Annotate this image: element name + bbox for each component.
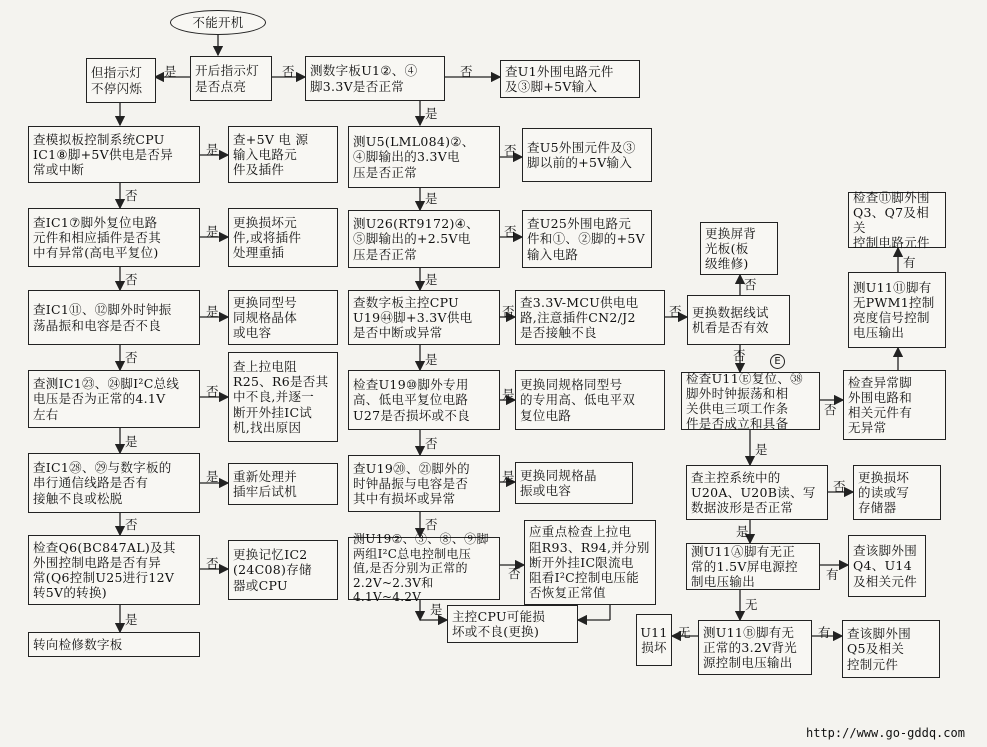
node-replace-eeprom: 更换记忆IC2 (24C08)存储 器或CPU bbox=[228, 540, 338, 600]
node-replace-crystal2: 更换同规格晶 振或电容 bbox=[515, 462, 633, 504]
edge-label-no: 否 bbox=[833, 479, 846, 494]
edge-label-no: 否 bbox=[125, 188, 138, 203]
edge-label-no: 否 bbox=[206, 556, 219, 571]
edge-label-no: 否 bbox=[282, 64, 295, 79]
node-replace-reset-ic: 更换同规格同型号 的专用高、低电平双 复位电路 bbox=[515, 370, 665, 430]
edge-label-yes: 是 bbox=[425, 191, 438, 206]
node-u11-32v: 测U11Ⓑ脚有无 正常的3.2V背光 源控制电压输出 bbox=[698, 620, 812, 675]
node-u5-periph: 查U5外围元件及③ 脚以前的+5V输入 bbox=[522, 128, 652, 182]
node-pullup-r93: 应重点检查上拉电 阻R93、R94,并分别 断开外挂IC限流电 阻看I²C控制电压能 否恢复正常值 bbox=[524, 520, 656, 605]
node-ic1-serial: 查IC1㉘、㉙与数字板的 串行通信线路是否有 接触不良或松脱 bbox=[28, 453, 200, 513]
node-check-5v-src: 查+5V 电 源 输入电路元 件及插件 bbox=[228, 126, 338, 183]
node-lamp-flash: 但指示灯 不停闪烁 bbox=[86, 58, 156, 103]
edge-label-yes: 是 bbox=[755, 442, 768, 457]
node-u5-3v: 测U5(LML084)②、 ④脚输出的3.3V电 压是否正常 bbox=[348, 126, 500, 188]
edge-label-no: 否 bbox=[504, 143, 517, 158]
edge-label-no: 否 bbox=[425, 517, 438, 532]
node-u19-i2c: 测U19②、③、⑧、⑨脚 两组I²C总电控制电压 值,是否分别为正常的 2.2V~2.3V和4.1V~4.2V bbox=[348, 537, 500, 600]
edge-label-yes: 是 bbox=[502, 469, 515, 484]
edge-label-yes: 是 bbox=[736, 524, 749, 539]
node-u19-33v: 查数字板主控CPU U19㊹脚+3.3V供电 是否中断或异常 bbox=[348, 290, 500, 345]
node-main-cpu-bad: 主控CPU可能损 坏或不良(更换) bbox=[447, 605, 578, 643]
edge-label-yes: 是 bbox=[206, 142, 219, 157]
node-reinsert-plug: 重新处理并 插牢后试机 bbox=[228, 463, 338, 505]
node-cpu-5v: 查模拟板控制系统CPU IC1⑧脚+5V供电是否异 常或中断 bbox=[28, 126, 200, 183]
edge-label-no: 否 bbox=[502, 304, 515, 319]
node-replace-storage: 更换损坏 的读或写 存储器 bbox=[853, 465, 941, 520]
node-u19-reset: 检查U19⑩脚外专用 高、低电平复位电路 U27是否损坏或不良 bbox=[348, 370, 500, 430]
edge-label-yes: 是 bbox=[425, 272, 438, 287]
edge-label-no: 否 bbox=[744, 277, 757, 292]
edge-label-no: 否 bbox=[508, 566, 521, 581]
edge-label-no: 否 bbox=[733, 348, 746, 363]
edge-label-yes: 是 bbox=[502, 387, 515, 402]
node-u11-check: 检查U11Ⓔ复位、㊳ 脚外时钟振荡和相 关供电三项工作条 件是否成立和具备 bbox=[681, 372, 820, 430]
node-mcu-rw: 查主控系统中的 U20A、U20B读、写 数据波形是否正常 bbox=[686, 465, 828, 520]
edge-label-no: 否 bbox=[824, 402, 837, 417]
node-q6-check: 检查Q6(BC847AL)及其 外围控制电路是否有异 常(Q6控制U25进行12V 转5V的转换) bbox=[28, 535, 200, 605]
node-u11-pwm1: 测U11⑪脚有 无PWM1控制 亮度信号控制 电压输出 bbox=[848, 272, 946, 348]
node-lamp-on: 开后指示灯 是否点亮 bbox=[190, 56, 272, 101]
edge-label-yes: 是 bbox=[206, 469, 219, 484]
node-u11-q3q7: 检查⑪脚外围 Q3、Q7及相关 控制电路元件 bbox=[848, 192, 946, 248]
node-u26-25v: 测U26(RT9172)④、 ⑤脚输出的+2.5V电 压是否正常 bbox=[348, 210, 500, 268]
node-u1-periph: 查U1外围电路元件 及③脚+5V输入 bbox=[500, 60, 640, 98]
node-ic1-reset: 查IC1⑦脚外复位电路 元件和相应插件是否其 中有异常(高电平复位) bbox=[28, 208, 200, 267]
edge-label-yes: 是 bbox=[206, 304, 219, 319]
edge-label-no: 否 bbox=[125, 517, 138, 532]
edge-label-no: 否 bbox=[125, 350, 138, 365]
node-replace-bad: 更换损坏元 件,或将插件 处理重插 bbox=[228, 208, 338, 267]
edge-label-yes: 是 bbox=[164, 64, 177, 79]
edge-label-none: 无 bbox=[678, 625, 691, 640]
node-check-periph-abn: 检查异常脚 外围电路和 相关元件有 无异常 bbox=[843, 370, 946, 440]
footer-url: http://www.go-gddq.com bbox=[806, 726, 965, 740]
marker-e1: E bbox=[770, 354, 785, 369]
node-u11-bad: U11 损坏 bbox=[636, 614, 672, 666]
edge-label-yes: 是 bbox=[430, 602, 443, 617]
edge-label-has: 有 bbox=[826, 567, 839, 582]
node-to-digital: 转向检修数字板 bbox=[28, 632, 200, 657]
node-pullup-r25: 查上拉电阻 R25、R6是否其 中不良,并逐一 断开外挂IC试 机,找出原因 bbox=[228, 352, 338, 442]
edge-label-yes: 是 bbox=[125, 612, 138, 627]
edge-label-has: 有 bbox=[903, 255, 916, 270]
node-replace-crystal: 更换同型号 同规格晶体 或电容 bbox=[228, 290, 338, 345]
edge-label-no: 否 bbox=[504, 224, 517, 239]
edge-label-no: 否 bbox=[206, 384, 219, 399]
node-ic1-clock: 查IC1⑪、⑫脚外时钟振 荡晶振和电容是否不良 bbox=[28, 290, 200, 345]
edge-label-yes: 是 bbox=[125, 434, 138, 449]
edge-label-none: 无 bbox=[745, 597, 758, 612]
node-start: 不能开机 bbox=[170, 10, 266, 35]
node-q5-check: 查该脚外围 Q5及相关 控制元件 bbox=[842, 620, 940, 678]
node-data-line-test: 更换数据线试 机看是否有效 bbox=[687, 295, 790, 345]
node-u1-3v: 测数字板U1②、④ 脚3.3V是否正常 bbox=[305, 56, 445, 101]
node-mcu-33v: 查3.3V-MCU供电电 路,注意插件CN2/J2 是否接触不良 bbox=[515, 290, 665, 345]
node-replace-backlight: 更换屏背 光板(板 级维修) bbox=[700, 222, 778, 275]
node-u25-periph: 查U25外围电路元 件和①、②脚的+5V 输入电路 bbox=[522, 210, 652, 268]
node-u11-15v: 测U11Ⓐ脚有无正 常的1.5V屏电源控 制电压输出 bbox=[686, 543, 820, 590]
edge-label-yes: 是 bbox=[425, 352, 438, 367]
edge-label-has: 有 bbox=[818, 625, 831, 640]
node-q4-u14: 查该脚外围 Q4、U14 及相关元件 bbox=[848, 535, 926, 597]
edge-label-no: 否 bbox=[460, 64, 473, 79]
node-u19-clock: 查U19⑳、㉑脚外的 时钟晶振与电容是否 其中有损坏或异常 bbox=[348, 455, 500, 512]
edge-label-yes: 是 bbox=[206, 224, 219, 239]
edge-label-no: 否 bbox=[425, 436, 438, 451]
edge-label-no: 否 bbox=[669, 304, 682, 319]
edge-label-no: 否 bbox=[125, 272, 138, 287]
node-ic1-i2c: 查测IC1㉓、㉔脚I²C总线 电压是否为正常的4.1V 左右 bbox=[28, 370, 200, 428]
edge-label-yes: 是 bbox=[425, 106, 438, 121]
